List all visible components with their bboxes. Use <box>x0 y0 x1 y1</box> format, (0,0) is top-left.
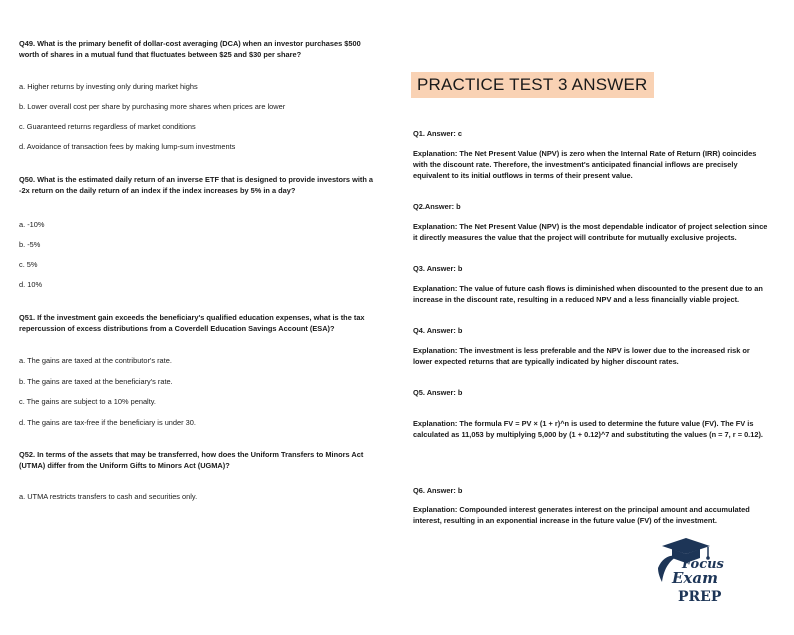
answer-q4: Q4. Answer: b <box>413 326 463 335</box>
question-49 <box>19 39 361 60</box>
explanation-line: interest, resulting in an exponential increase in the future value (FV) of the investment. <box>413 515 717 525</box>
q51-option-b: b. The gains are taxed at the beneficiary's rate. <box>19 377 173 386</box>
logo-line-1: Focus <box>682 557 724 572</box>
explanation-line: equivalent to its initial outflows in terms of their present value. <box>413 170 633 180</box>
explanation-line: Explanation: The investment is less preferable and the NPV is lower due to the increased risk or <box>413 346 750 355</box>
q49-option-d: d. Avoidance of transaction fees by making lump-sum investments <box>19 142 236 151</box>
q50-option-c: c. 5% <box>19 260 38 269</box>
focus-exam-prep-logo <box>652 538 732 610</box>
q51-option-c: c. The gains are subject to a 10% penalty. <box>19 397 156 406</box>
question-line: (UTMA) differ from the Uniform Gifts to Minors Act (UGMA)? <box>19 460 230 470</box>
q49-option-a: a. Higher returns by investing only during market highs <box>19 82 198 91</box>
explanation-q6 <box>413 505 750 527</box>
question-50 <box>19 175 373 196</box>
question-52 <box>19 450 363 471</box>
explanation-line: Explanation: The formula FV = PV × (1 + r)^n is used to determine the future value (FV). The FV is <box>413 419 754 428</box>
q50-option-a: a. -10% <box>19 220 45 229</box>
answer-q2: Q2.Answer: b <box>413 202 461 211</box>
explanation-q3 <box>413 284 763 306</box>
explanation-q5 <box>413 419 763 441</box>
question-line: repercussion of excess distributions from a Coverdell Education Savings Account (ESA)? <box>19 323 335 333</box>
question-line: -2x return on the daily return of an index if the index increases by 5% in a day? <box>19 185 296 195</box>
q49-option-b: b. Lower overall cost per share by purchasing more shares when prices are lower <box>19 102 286 111</box>
explanation-line: Explanation: The value of future cash flows is diminished when discounted to the present due to an <box>413 284 763 293</box>
answer-q5: Q5. Answer: b <box>413 388 463 397</box>
explanation-line: increase in the discount rate, resulting in a reduced NPV and a less financially viable project. <box>413 294 740 304</box>
explanation-q2 <box>413 222 767 244</box>
explanation-line: with the discount rate. Therefore, the investment's anticipated financial inflows are precisely <box>413 159 738 169</box>
question-line: worth of shares in a mutual fund that fluctuates between $25 and $30 per share? <box>19 49 302 59</box>
answer-q3: Q3. Answer: b <box>413 264 463 273</box>
explanation-line: Explanation: The Net Present Value (NPV) is the most dependable indicator of project selection since <box>413 222 768 231</box>
answer-q1: Q1. Answer: c <box>413 129 463 138</box>
question-line: Q51. If the investment gain exceeds the beneficiary's qualified education expenses, what is the tax <box>19 313 365 322</box>
explanation-q4 <box>413 346 750 368</box>
explanation-q1 <box>413 149 756 181</box>
q52-option-a: a. UTMA restricts transfers to cash and securities only. <box>19 492 198 501</box>
question-51 <box>19 313 365 334</box>
explanation-line: Explanation: Compounded interest generates interest on the principal amount and accumulated <box>413 505 750 514</box>
explanation-line: it directly measures the value that the project will contribute for mutually exclusive projects. <box>413 232 737 242</box>
question-line: Q50. What is the estimated daily return of an inverse ETF that is designed to provide investors with a <box>19 175 374 184</box>
answer-q6: Q6. Answer: b <box>413 486 463 495</box>
explanation-line: calculated as 11,053 by multiplying 5,000 by (1 + 0.12)^7 and substituting the values (n = 7, r = 0.12). <box>413 429 763 439</box>
question-line: Q49. What is the primary benefit of dollar-cost averaging (DCA) when an investor purchases $500 <box>19 39 361 48</box>
page-title: PRACTICE TEST 3 ANSWER <box>411 72 654 98</box>
q51-option-a: a. The gains are taxed at the contributor's rate. <box>19 356 172 365</box>
q49-option-c: c. Guaranteed returns regardless of market conditions <box>19 122 196 131</box>
logo-line-2: Exam <box>672 569 718 587</box>
q50-option-d: d. 10% <box>19 280 43 289</box>
explanation-line: Explanation: The Net Present Value (NPV) is zero when the Internal Rate of Return (IRR) coincides <box>413 149 757 158</box>
q51-option-d: d. The gains are tax-free if the beneficiary is under 30. <box>19 418 196 427</box>
logo-line-3: PREP <box>678 589 722 605</box>
q50-option-b: b. -5% <box>19 240 41 249</box>
explanation-line: lower expected returns that are typically indicated by higher discount rates. <box>413 356 679 366</box>
question-line: Q52. In terms of the assets that may be transferred, how does the Uniform Transfers to Minors Act <box>19 450 364 459</box>
